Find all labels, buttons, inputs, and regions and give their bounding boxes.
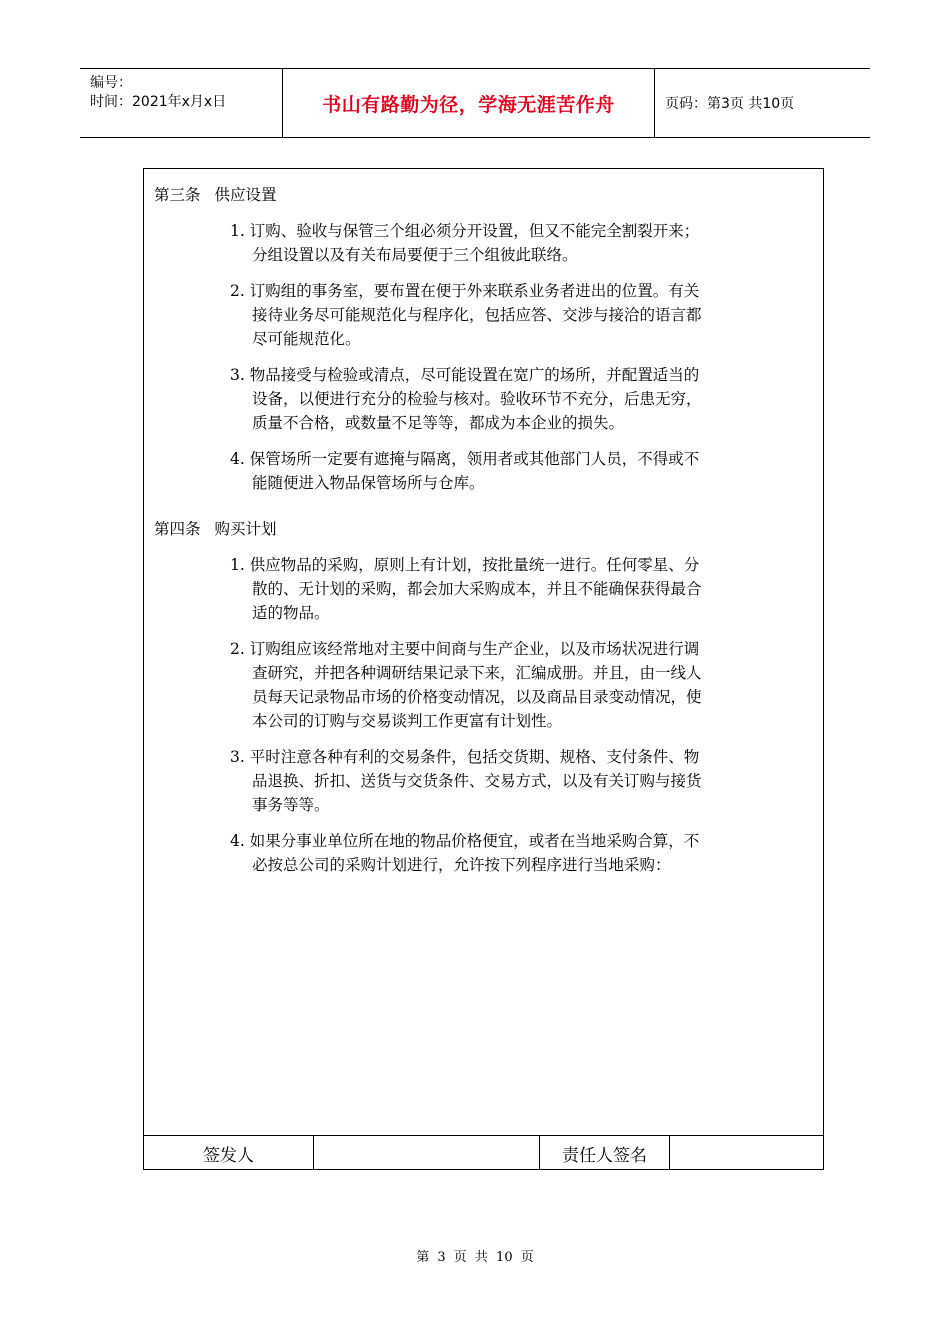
clause-line: 散的、无计划的采购，都会加大采购成本，并且不能确保获得最合 [252,580,702,598]
signature-row [144,1135,823,1170]
header-meta [80,69,283,137]
clause-line: 2. 订购组的事务室，要布置在便于外来联系业务者进出的位置。有关 [230,282,700,300]
clause-item [230,219,814,267]
clause-line: 3. 物品接受与检验或清点，尽可能设置在宽广的场所，并配置适当的 [230,366,700,384]
clause-item [230,829,814,877]
clause-item [230,745,814,817]
clause-line: 1. 订购、验收与保管三个组必须分开设置，但又不能完全割裂开来； [230,222,700,240]
section-heading [154,517,277,541]
clause-line: 4. 保管场所一定要有遮掩与隔离，领用者或其他部门人员，不得或不 [230,450,700,468]
responsible-signature-label: 责任人签名 [540,1136,670,1170]
clause-line: 必按总公司的采购计划进行，允许按下列程序进行当地采购： [252,856,671,874]
clause-line: 质量不合格，或数量不足等等，都成为本企业的损失。 [252,414,625,432]
section-title: 购买计划 [214,520,277,538]
clause-item [230,279,814,351]
clause-item [230,363,814,435]
clause-line: 品退换、折扣、送货与交货条件、交易方式，以及有关订购与接货 [252,772,702,790]
section-title: 供应设置 [214,186,277,204]
section-heading [154,183,277,207]
clause-line: 能随便进入物品保管场所与仓库。 [252,474,485,492]
header-page-info: 页码：第3页 共10页 [665,96,795,112]
section-number: 第四条 [154,520,201,538]
clause-line: 本公司的订购与交易谈判工作更富有计划性。 [252,712,563,730]
clause-item [230,553,814,625]
serial-label: 编号： [90,75,132,91]
clause-line: 3. 平时注意各种有利的交易条件，包括交货期、规格、支付条件、物 [230,748,700,766]
clause-line: 适的物品。 [252,604,330,622]
page-header [80,68,870,138]
time-label: 时间：2021年x月x日 [90,94,227,110]
clause-item [230,447,814,495]
clause-item [230,637,814,733]
clause-line: 1. 供应物品的采购，原则上有计划，按批量统一进行。任何零星、分 [230,556,700,574]
document-frame [143,168,824,1170]
document-body [144,169,823,1135]
header-motto: 书山有路勤为径，学海无涯苦作舟 [283,69,655,137]
clause-line: 尽可能规范化。 [252,330,361,348]
responsible-signature-field[interactable] [670,1136,823,1170]
clause-line: 员每天记录物品市场的价格变动情况，以及商品目录变动情况，使 [252,688,702,706]
issuer-field[interactable] [314,1136,540,1170]
section-number: 第三条 [154,186,201,204]
clause-line: 事务等等。 [252,796,330,814]
clause-line: 查研究，并把各种调研结果记录下来，汇编成册。并且，由一线人 [252,664,702,682]
issuer-label: 签发人 [144,1136,314,1170]
clause-line: 4. 如果分事业单位所在地的物品价格便宜，或者在当地采购合算，不 [230,832,700,850]
clause-line: 接待业务尽可能规范化与程序化，包括应答、交涉与接洽的语言都 [252,306,702,324]
clause-line: 分组设置以及有关布局要便于三个组彼此联络。 [252,246,578,264]
clause-line: 设备，以便进行充分的检验与核对。验收环节不充分，后患无穷， [252,390,702,408]
page-footer: 第 3 页 共 10 页 [416,1250,534,1265]
clause-line: 2. 订购组应该经常地对主要中间商与生产企业，以及市场状况进行调 [230,640,700,658]
